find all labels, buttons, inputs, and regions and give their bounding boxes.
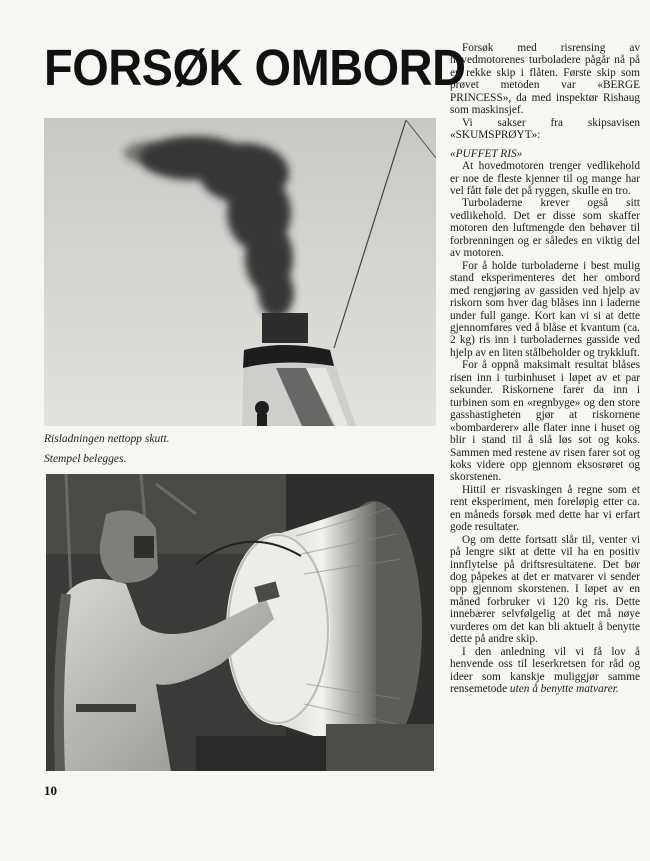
- ship-funnel-smoke-photo: [44, 118, 436, 426]
- paragraph: For å holde turboladerne i best mulig stand eksperimenteres det her ombord med rengjøring av gassiden ved hjelp av riskorn som hver dag blåses inn i laderne under full gange. Kort kan vi si at dette gjennomføres ved å blåse et kvantum (ca. 2 kg) ris inn i turboladernes gasside ved hjelp av en liten stålbeholder og trykkluft.: [450, 259, 640, 359]
- emphasis-text: uten å benytte matvarer.: [509, 683, 619, 696]
- caption-ship: Risladningen nettopp skutt.: [44, 433, 170, 445]
- page-number: 10: [44, 783, 57, 798]
- paragraph: For å oppnå maksimalt resultat blåses risen inn i turbinhuset i løpet av et par sekunder. Riskornene farer da inn i turbinen som en «regnbyge» og den store gasshastigheten gjør at riskornene «bombarderer» alle flater inne i huset og blir i stand til å slå løs sot og koks. Sammen med restene av risen farer sot og koks videre opp gjennom eksosrøret og skorstenen.: [450, 359, 640, 484]
- paragraph: Forsøk med risrensing av hovedmotorenes turboladere pågår nå på en rekke skip i flåten. Første skip som prøvet metoden var «BERGE PRINCESS», da med inspektør Rishaug som maskinsjef.: [450, 42, 640, 117]
- paragraph: Hittil er risvaskingen å regne som et rent eksperiment, men foreløpig etter ca. en måneds forsøk med dette har vi erfart gode resultater.: [450, 483, 640, 534]
- article-title: FORSØK OMBORD: [44, 39, 466, 96]
- paragraph: Turboladerne krever også sitt vedlikehold. Det er disse som skaffer motoren den luftmengde den behøver til forbrenningen og er således en viktig del av motoren.: [450, 197, 640, 260]
- subheading: «PUFFET RIS»: [450, 147, 523, 160]
- welder-piston-photo: [46, 474, 434, 771]
- paragraph: At hovedmotoren trenger vedlikehold er noe de fleste kjenner til og mange har vel fått føle det på ryggen, skulle en tro.: [450, 160, 640, 197]
- paragraph: Vi sakser fra skipsavisen «SKUMSPRØYT»:: [450, 116, 640, 142]
- paragraph-text: I den anledning vil vi få lov å henvende oss til leserkretsen for råd og ideer som kanskje muliggjør samme rensemetode: [450, 645, 640, 696]
- paragraph: Og om dette fortsatt slår til, venter vi på lengre sikt at dette vil ha en positiv innflytelse på driftsresultatene. Det bør dog påpekes at det er matvarer vi sender opp gjennom skorstenen. I løpet av en måned forbruker vi 120 kg ris. Dette innebærer selvfølgelig at det må nøye vurderes om det kan bli aktuelt å benytte dette på andre skip.: [450, 533, 640, 646]
- last-paragraph: [450, 646, 640, 696]
- article-body: [450, 42, 640, 696]
- caption-welder: Stempel belegges.: [44, 453, 127, 465]
